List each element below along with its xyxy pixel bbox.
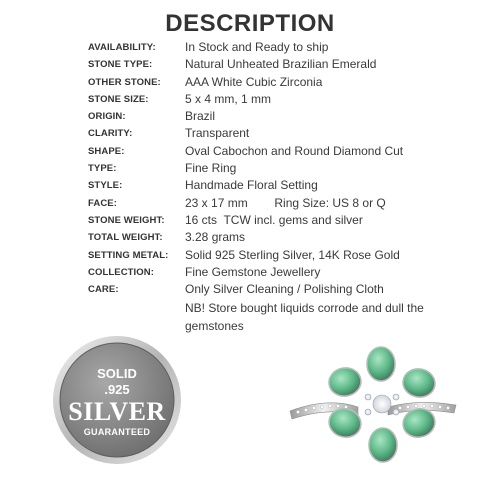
spec-row-shape — [88, 144, 488, 161]
spec-value: Oval Cabochon and Round Diamond Cut — [185, 143, 404, 158]
spec-row-stone-type — [88, 57, 488, 74]
badge-line-925: .925 — [104, 382, 130, 397]
spec-list — [88, 40, 488, 299]
spec-row-other-stone — [88, 75, 488, 92]
spec-label: OTHER STONE: — [88, 76, 161, 88]
spec-value: Handmade Floral Setting — [185, 178, 318, 193]
spec-value: Solid 925 Sterling Silver, 14K Rose Gold — [185, 247, 400, 262]
spec-value: 23 x 17 mm Ring Size: US 8 or Q — [185, 195, 386, 210]
spec-row-clarity — [88, 126, 488, 143]
spec-label: STONE TYPE: — [88, 59, 153, 71]
spec-label: ORIGIN: — [88, 111, 126, 123]
spec-value: In Stock and Ready to ship — [185, 40, 329, 54]
spec-value: Transparent — [185, 126, 250, 141]
spec-value: Natural Unheated Brazilian Emerald — [185, 57, 377, 72]
spec-value: Brazil — [185, 109, 216, 124]
badge-line-solid: SOLID — [97, 366, 137, 381]
spec-row-type — [88, 161, 488, 178]
spec-label: TYPE: — [88, 163, 117, 175]
spec-label: STONE WEIGHT: — [88, 214, 165, 226]
spec-value: 16 cts TCW incl. gems and silver — [185, 212, 363, 227]
spec-row-collection — [88, 265, 488, 282]
spec-value: AAA White Cubic Zirconia — [185, 74, 323, 89]
spec-value: 5 x 4 mm, 1 mm — [185, 91, 272, 106]
spec-label: FACE: — [88, 197, 117, 209]
spec-label: TOTAL WEIGHT: — [88, 232, 163, 244]
spec-row-stone-size — [88, 92, 488, 109]
badge-line-guaranteed: GUARANTEED — [83, 427, 151, 437]
badge-line-silver: SILVER — [68, 397, 166, 426]
spec-row-total-weight — [88, 230, 488, 247]
spec-row-face — [88, 196, 488, 213]
spec-label: SHAPE: — [88, 145, 125, 157]
page-title: DESCRIPTION — [165, 10, 335, 37]
spec-label: CLARITY: — [88, 128, 133, 140]
spec-row-setting-metal — [88, 248, 488, 265]
spec-label: COLLECTION: — [88, 266, 155, 278]
spec-label: AVAILABILITY: — [88, 42, 156, 53]
emerald-flower-ring-icon — [288, 335, 458, 475]
spec-row-availability — [88, 40, 488, 57]
spec-row-origin — [88, 109, 488, 126]
spec-label: STONE SIZE: — [88, 93, 149, 105]
spec-label: SETTING METAL: — [88, 249, 169, 261]
spec-row-care — [88, 282, 488, 299]
spec-label: STYLE: — [88, 180, 123, 192]
silver-guarantee-badge — [52, 335, 182, 465]
spec-value: Fine Ring — [185, 161, 237, 176]
spec-row-style — [88, 178, 488, 195]
spec-value: Fine Gemstone Jewellery — [185, 264, 321, 279]
ring-product-image — [288, 335, 458, 475]
spec-value: Only Silver Cleaning / Polishing Cloth — [185, 282, 384, 297]
spec-label: CARE: — [88, 284, 119, 296]
spec-row-stone-weight — [88, 213, 488, 230]
spec-value: 3.28 grams — [185, 230, 246, 245]
care-note: NB! Store bought liquids corrode and dull the gemstones — [185, 301, 424, 333]
